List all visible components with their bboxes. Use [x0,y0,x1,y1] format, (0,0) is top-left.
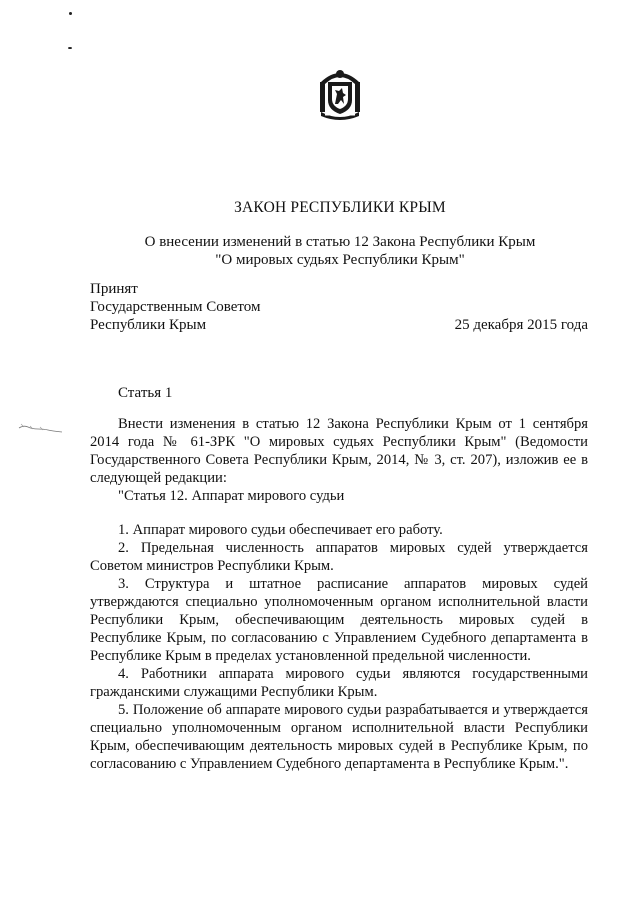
law-title: ЗАКОН РЕСПУБЛИКИ КРЫМ [234,199,446,216]
adopted-by-council: Государственным Советом [90,299,261,315]
margin-scribble-mark [18,420,64,436]
law-subtitle-line1: О внесении изменений в статью 12 Закона Республики Крым [144,234,536,250]
scan-speck [69,12,72,15]
scan-speck [68,47,72,49]
adoption-date: 25 декабря 2015 года [454,317,588,333]
quoted-article-heading: "Статья 12. Аппарат мирового судьи [118,488,345,504]
list-item: 5. Положение об аппарате мирового судьи разрабатывается и утверждается специально уполномоченным органом исполнительной власти Республики Крым, обеспечивающим деятельность мировых судей в Республике Крым, по согласованию с Управлением Судебного департамента в Республике Крым.". [90,702,588,772]
list-item: 4. Работники аппарата мирового судьи являются государственными гражданскими служащими Республики Крым. [90,666,588,700]
quoted-article-heading-block [90,487,588,505]
adopted-label: Принят [90,281,138,297]
adopted-by-republic: Республики Крым [90,317,207,333]
article-items-list [90,521,588,773]
article-heading: Статья 1 [118,385,173,401]
coat-of-arms-emblem [315,66,365,122]
article-intro-paragraph [90,415,588,487]
law-subtitle-line2: "О мировых судьях Республики Крым" [215,252,465,268]
list-item: 3. Структура и штатное расписание аппаратов мировых судей утверждаются специально уполномоченным органом исполнительной власти Республики Крым, обеспечивающим деятельность мировых судей в Республике Крым, по согласованию с Управлением Судебного департамента в Республике Крым в пределах установленной предельной численности. [90,576,588,664]
list-item: 1. Аппарат мирового судьи обеспечивает его работу. [118,522,443,538]
article-intro-text: Внести изменения в статью 12 Закона Республики Крым от 1 сентября 2014 года № 61-ЗРК "О мировых судьях Республики Крым" (Ведомости Государственного Совета Республики Крым, 2014, № 3, ст. 207), изложив ее в следующей редакции: [90,416,588,486]
list-item: 2. Предельная численность аппаратов мировых судей утверждается Советом министров Республики Крым. [90,540,588,574]
